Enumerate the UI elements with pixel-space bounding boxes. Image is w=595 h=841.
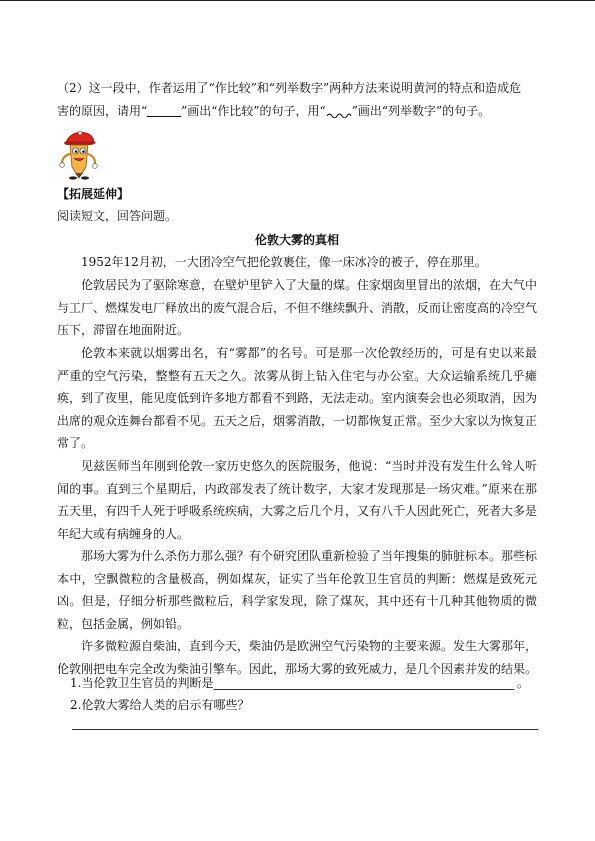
cartoon-pencil-mascot-icon (56, 128, 102, 180)
question-2-answer-line[interactable] (72, 729, 538, 730)
article-title: 伦敦大雾的真相 (254, 233, 339, 247)
article-paragraph-5: 那场大雾为什么杀伤力那么强？有个研究团队重新检验了当年搜集的肺脏标本。那些标本中，空飘微粒的含量极高，例如煤灰，证实了当年伦敦卫生官员的判断：燃煤是致死元凶。但是，仔细分析那些微粒后，科学家发现，除了煤灰，其中还有十几种其他物质的微粒，包括金属，例如铅。 (57, 549, 538, 631)
section-instruction: 阅读短文，回答问题。 (57, 209, 178, 223)
question-2-text-a: 害的原因，请用“ (57, 104, 148, 118)
article-paragraph-3: 伦敦本来就以烟雾出名，有“雾都”的名号。可是那一次伦敦经历的，可是有史以来最严重的空气污染，整整有五天之久。浓雾从街上钻入住宅与办公室。大众运输系统几乎瘫痪，到了夜里，能见度低到许多地方都看不到路，无法走动。室内演奏会也必须取消，因为出席的观众连舞台都看不见。五天之后，烟雾消散，一切都恢复正常。至少大家以为恢复正常了。 (57, 346, 538, 450)
straight-underline-sample (147, 104, 181, 117)
article-paragraph-1: 1952年12月初，一大团冷空气把伦敦裹住，像一床冰冷的被子，停在那里。 (81, 255, 487, 269)
question-2-line-1: （2）这一段中，作者运用了“作比较”和“列举数字”两种方法来说明黄河的特点和造成危 (57, 81, 522, 95)
wavy-underline-sample-icon (326, 106, 352, 118)
section-heading: 【拓展延伸】 (57, 187, 130, 201)
question-2-text-b: ”画出“作比较”的句子，用“ (181, 104, 326, 118)
article-paragraph-4: 见兹医师当年刚到伦敦一家历史悠久的医院服务，他说：“当时并没有发生什么耸人听闻的事。直到三个星期后，内政部发表了统计数字，大家才发现那是一场灾难。”原来在那五天里，有四千人死于呼吸系统疾病，大雾之后几个月，又有八千人因此死亡，死者大多是年纪大或有病缠身的人。 (57, 459, 538, 541)
question-2-text-c: ”画出“列举数字”的句子。 (351, 104, 491, 118)
header-rule (0, 0, 595, 1)
question-2-line-2 (57, 103, 490, 119)
question-2-label: 2.伦敦大雾给人类的启示有哪些？ (70, 698, 250, 712)
article-paragraph-6: 许多微粒源自柴油，直到今天，柴油仍是欧洲空气污染物的主要来源。发生大雾那年，伦敦刚把电车完全改为柴油引擎车。因此，那场大雾的致死威力，是几个因素并发的结果。 (57, 639, 538, 676)
question-1-end: 。 (517, 676, 530, 690)
question-1-label: 1.当伦敦卫生官员的判断是 (70, 676, 214, 690)
article-paragraph-2: 伦敦居民为了驱除寒意，在壁炉里铲入了大量的煤。住家烟囱里冒出的浓烟，在大气中与工厂、燃煤发电厂释放出的废气混合后，不但不继续飘升、消散，反而让密度高的冷空气压下，滞留在地面附近。 (57, 278, 538, 337)
question-1-answer-line[interactable] (214, 689, 514, 690)
